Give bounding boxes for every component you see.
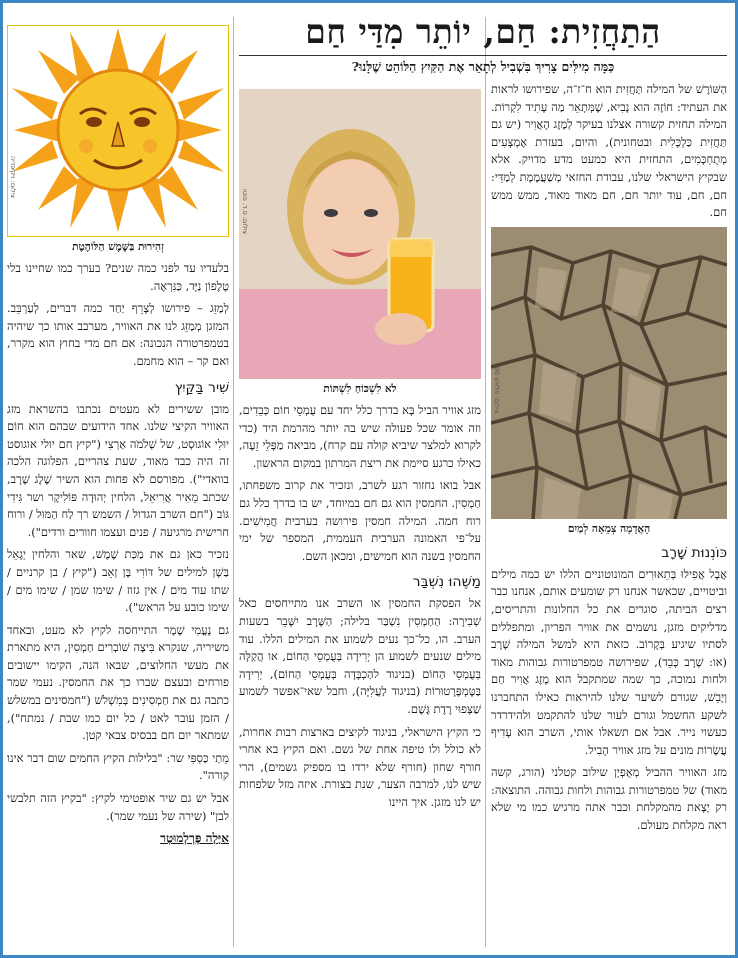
cracked-earth-illustration [491, 227, 727, 519]
sharav-paragraph: אֲבָל אֲפִילּוּ בְּתֵאוּרִים המונוטוניים הללו יש כמה מילים וביטויים, שכאשר אנחנו רק שומעים אותם, אנחנו כבר רצים הביתה, סוגרים את כל החלונות והתריסים, מדליקים מזגן, נושמים את אוויר הפריון, ומתפללים לסתיו שיגיע בְּקָרוֹב. כזאת היא למשל המילה שָׁרָב (או: שָׁרָב כָּבֵד), שפירושה טמפרטורות גבוהות מאוד ולחות נמוכה, כך שמה שמתקבל הוא מֶזֶג אֲוִיר חַם וְיָבֵשׁ, שגורם לשיער שלנו להיראות כאילו התחברנו לשקע החשמל וגורם לעור שלנו להתקמט ולהידרדר כעשוי נייר. אבל אם תשאלו אותי, השרב הוא עָדִיף עֲשָׂרוֹת מונים על מזג אוויר הָבִיל. [491, 566, 727, 757]
section-heading-broken: מַשֶּׁהוּ נִשְׁבַּר [412, 574, 481, 591]
photo-credit: צילום: ויקיפדיה [9, 156, 17, 198]
left-paragraph: אבל יש גם שיר אופטימי לקיץ: "בקיץ הזה תלבשי לבן" (שירה של נעמי שמר). [7, 791, 229, 823]
photo-caption: לֹא לִשְׁכּוֹחַ לִשְׁתּוֹת [323, 383, 397, 395]
middle-paragraph: אל הפסקת החמסין או השרב אנו מתייחסים כאל שְׁבִירָה: הַחַמְסִין נִשְׁבַּר בלילה; הַשָּׁרָב יִשָּׁבֵר בשעות הערב. הו, כל־כך נעים לשמוע את המילים הללו. עוד מילים שנעים לשמוע הן יְרִידָה בְּעֻמְסֵי הַחוֹם, או הֲקַלָּה בְּעֻמְסֵי הַחוֹם (בניגוד להַכְבָּדָה בְּעֻמְסֵי הַחוֹם), יְרִידָה בַּטֶּמְפֶּרָטוּרוֹת (בניגוד לַעֲלִיָּה), וחבל שאי־אפשר לשמוע שַׁצְּפוּי רֶדֶת גֶּשֶׁם. [239, 596, 481, 716]
left-paragraph: בלעדיו עד לפני כמה שנים? בערך כמו שחיינו בלי טֶלֶפוֹן נַיָּד, כַּנִּרְאֶה. [7, 261, 229, 293]
photo-caption: זְהִירוּת בַּשֶּׁמֶשׁ הַלּוֹהֶטֶת [72, 241, 164, 253]
photo-caption: הָאֲדָמָה צְמֵאָה לְמַיִם [567, 522, 651, 535]
column-middle [239, 89, 481, 949]
middle-paragraph: אבל בואו נחזור רגע לשרב, ונזכיר את קרוב משפחתו, חַמְסִין. החמסין הוא גם חם במיוחד, יש בו בדרך כלל גם רוח חמה. המילה חמסין פירושה בערבית חֲמִישִׁים. על־פי האמונה הערבית העממית, המספר של ימי החמסין בשנה הוא חמישים, ומכאן השם. [239, 478, 481, 563]
left-paragraph: נזכיר כאן גם את מַכַּת שֶׁמֶשׁ, שאר והלחין יְגָאֵל בַּשָׁן למילים של דּוֹרִי בֶּן זְאֵב ("קיץ / בן קרניים / שתו עוד מים / אין גזוז / שימו שמן / שימו מים / שימו כובע על הראש"). [7, 547, 229, 615]
middle-paragraph: כי הקיץ הישראלי, בניגוד לקיצים בארצות רבות אחרות, לא כולל ולו טיפה אחת של גשם. ואם הקיץ בא אחרי חורף שחון (חורף שלא ירדו בו מספיק גשמים), הרי שיש לנו, למרבה הצער, שנת בצורת. איזה מזל שלפחות יש לנו מזגן. איך היינו [239, 724, 481, 809]
woman-drinking-photo [239, 89, 481, 379]
column-right [491, 81, 727, 949]
sun-icon [8, 26, 228, 234]
column-divider [233, 17, 234, 947]
left-paragraph: מֵתַי כַּסְפִּי שר: "בלילות הקיץ החמים שום דבר אינו קורה". [7, 750, 229, 783]
title-block [239, 13, 727, 75]
left-paragraph: מובן ששירים לא מעטים נכתבו בהשראת מזג האוויר הקיצי שלנו. אחד הידועים שבהם הוא חוֹם יוּלִי אוֹגוּסְט, של שְׁלֹמֹה אַרְצִי ("קיץ חם יולי אוגוסט זה היה כבד מאוד, שעת צהריים, הפלוגה הלכה בוואדי"). מפורסם לא פחות הוא השיר שֶׁלֶג שָׁרָב, שכתב מֵאִיר אֲרִיאֵל, הלחין יְהוּדָה פּוֹלִיקֶר ושר גִּידִי גּוֹב ("חם השרב הגדול / השמש רך לַח הַמּוּל / ורוח חרישית מרגיעה / פנים ועצמו חוורים ורדים"). [7, 401, 229, 539]
havil-paragraph: מזג האוויר ההביל מְאֻפְיָן שילוב קטלני (הורג, קשה מאוד) של טמפרטורות גבוהות ולחות גבוהה. התוצאה: רק יָצָאת מהמקלחת וכבר אתה מרגיש כמו מי שלא ראה מקלחת מעולם. [491, 765, 727, 833]
middle-paragraph: מזג אוויר הביל בָּא בדרך כלל יחד עם עֻמְסֵי חוֹם כְּבֵדִים, וזה אומר שכל פעולה שיש בה יותר מהרמת היד (כדי לקרוא למלצר שיביא קולה עם קרח), מביאה מַפָּלֵי זֵעָה, כאילו כרגע סיימת את ריצת המרתון במקום הראשון. [239, 403, 481, 470]
title-underline [239, 55, 727, 56]
left-paragraph: גם נָעֳמִי שֶׁמֶר התייחסה לקיץ לא מעט, ובאחד משיריה, שנקרא בִּיצָה שׁוֹבְרִים חַמְסִין, היא מתארת את מעשי החלוצים, שבאו הנה, הקימו יישובים פורחים ובעצם שברו כך את החמסין. נעמי שמר כתבה גם את חַמְסִינִים בְּמִשְׁלֹשׁ ("חמסינים במשלש / הזמן עובר לאט / כל יום כמו שבת / נמתח"), שמתאר יום חם בבסיס צבאי קטן. [7, 622, 229, 743]
photo-credit: צילום: פלאש 90 [493, 366, 501, 414]
woman-drinking-illustration [239, 89, 481, 379]
column-left [7, 13, 229, 949]
intro-paragraph: הַשּׁוֹרֶשׁ של המילה תַּחֲזִית הוא ח־ז־ה, שפירושו לראות את העתיד: חוֹזֶה הוא נָבִיא, שֶׁמְּתָאֵר מַה עָתִיד לִקְרוֹת. המילה תחזית קשורה אצלנו בעיקר לְמֶזֶג הָאֲוִיר (יש גם תַּחֲזִית כַּלְכָּלִית ובטחונית), והיום, בעזרת אֶמְצָעִים מְתֻחְכָּמִים, התחזית היא כמעט מדע מדויק. אלא שבקיץ הישראלי שלנו, עבודת החזאי מְשַׁעֲמֶמֶת לְמַדֵּי: חם, חם, עוד יותר חם, חם מאוד מאוד, ממש ממש חם. [491, 82, 727, 220]
left-paragraph: לְמַזֵּג – פירושו לְצָרֵף יַחַד כמה דברים, לְעַרְבֵּב. המזגן מְמַזֵּג לנו את האוויר, מערבב אותו כך שיהיה בטמפרטורה הנכונה: אם חם מדי בחוץ הוא מקרר, ואם קר – הוא מחמם. [7, 301, 229, 368]
page-title: הַתַחֲזִית: חַם, יוֹתֵר מִדַּי חַם [305, 12, 661, 51]
sun-illustration [7, 25, 229, 237]
column-divider [485, 17, 486, 947]
section-heading-song: שִׁיר בַּקַּיִץ [174, 379, 229, 396]
author-name: אַיָּלָה פֶּרְלְמוּטֶר [160, 831, 229, 846]
photo-credit: צילום: ס.ד. פוטו [241, 189, 249, 235]
cracked-earth-photo [491, 227, 727, 519]
section-heading-sharav: כּוֹנְנוּת שָׁרָב [661, 544, 727, 561]
page-subtitle: כַּמָּה מִילִּים צָרִיךְ בִּשְׁבִיל לְתָאֵר אֶת הַקַּיִץ הַלּוֹהֵט שֶׁלָּנוּ? [351, 59, 615, 74]
